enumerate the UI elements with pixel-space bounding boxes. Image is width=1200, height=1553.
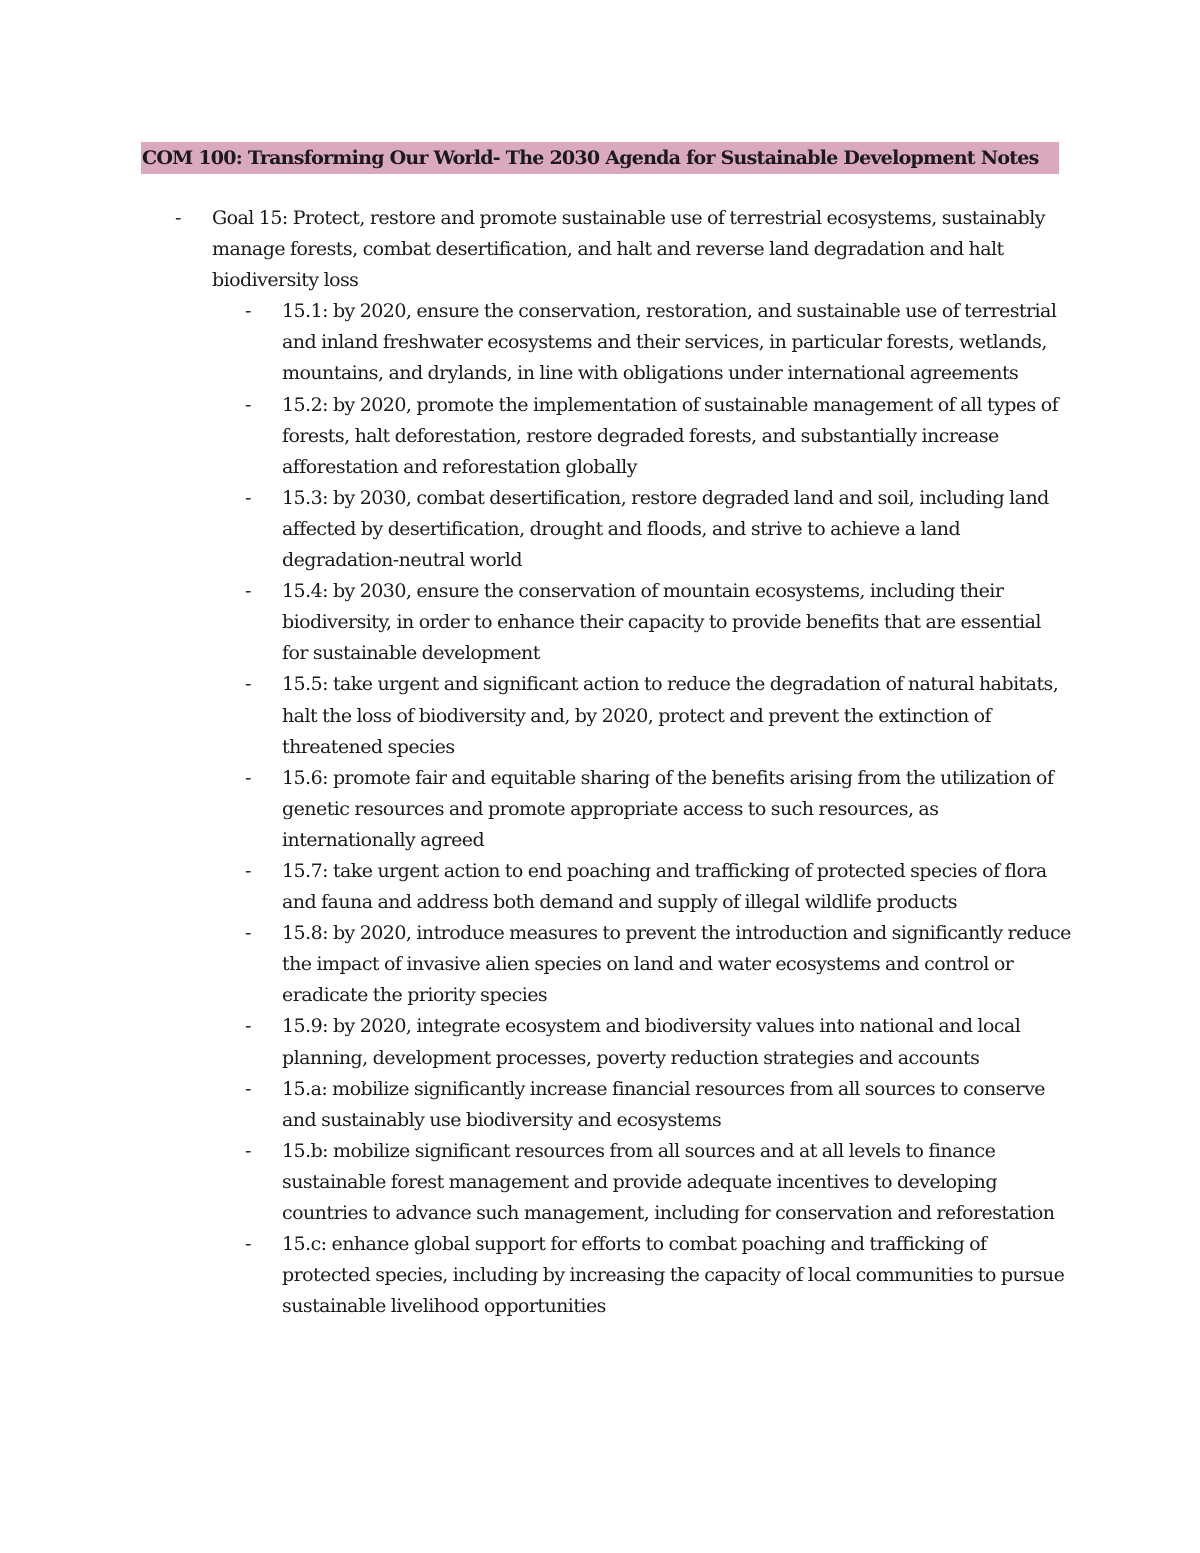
bullet-dash: -	[175, 207, 181, 229]
target-item-15-6	[141, 763, 1071, 856]
target-text: 15.5: take urgent and significant action to reduce the degradation of natural habitats, halt the loss of biodiversity and, by 2020, protect and prevent the extinction of threatened species	[282, 673, 1059, 758]
bullet-dash: -	[245, 393, 251, 416]
bullet-dash: -	[245, 1015, 251, 1038]
goal-text: Goal 15: Protect, restore and promote sustainable use of terrestrial ecosystems, sustainably manage forests, combat desertification, and halt and reverse land degradation and halt biodiversity loss	[212, 207, 1045, 292]
target-item-15-9	[141, 1011, 1071, 1073]
title-container	[141, 142, 1059, 174]
target-item-15-c	[141, 1229, 1071, 1322]
target-item-15-7	[141, 856, 1071, 918]
bullet-dash: -	[245, 300, 251, 323]
target-text: 15.3: by 2030, combat desertification, restore degraded land and soil, including land affected by desertification, drought and floods, and strive to achieve a land degradation-neutral world	[282, 486, 1049, 572]
target-item-15-8	[141, 918, 1071, 1011]
bullet-dash: -	[245, 1233, 251, 1256]
document-title: COM 100: Transforming Our World- The 2030 Agenda for Sustainable Development Notes	[141, 142, 1059, 174]
target-text: 15.8: by 2020, introduce measures to prevent the introduction and significantly reduce the impact of invasive alien species on land and water ecosystems and control or eradicate the priority species	[282, 922, 1071, 1007]
target-item-15-a	[141, 1074, 1071, 1136]
target-text: 15.6: promote fair and equitable sharing of the benefits arising from the utilization of genetic resources and promote appropriate access to such resources, as internationally agreed	[282, 766, 1054, 851]
goal-list	[141, 203, 1071, 1322]
target-text: 15.b: mobilize significant resources from all sources and at all levels to finance sustainable forest management and provide adequate incentives to developing countries to advance such management, including for conservation and reforestation	[282, 1139, 1055, 1224]
target-text: 15.4: by 2030, ensure the conservation of mountain ecosystems, including their biodiversity, in order to enhance their capacity to provide benefits that are essential for sustainable development	[282, 580, 1041, 665]
target-item-15-1	[141, 296, 1071, 389]
target-item-15-3	[141, 483, 1071, 576]
target-item-15-b	[141, 1136, 1071, 1229]
bullet-dash: -	[245, 673, 251, 696]
bullet-dash: -	[245, 766, 251, 789]
target-text: 15.c: enhance global support for efforts to combat poaching and trafficking of protected species, including by increasing the capacity of local communities to pursue sustainable livelihood opportunities	[282, 1233, 1065, 1318]
target-text: 15.a: mobilize significantly increase financial resources from all sources to conserve and sustainably use biodiversity and ecosystems	[282, 1077, 1045, 1131]
target-list	[141, 296, 1071, 1322]
target-text: 15.1: by 2020, ensure the conservation, restoration, and sustainable use of terrestrial and inland freshwater ecosystems and their services, in particular forests, wetlands, mountains, and drylands, in line with obligations under international agreements	[282, 300, 1057, 385]
bullet-dash: -	[245, 1139, 251, 1162]
target-text: 15.9: by 2020, integrate ecosystem and biodiversity values into national and local planning, development processes, poverty reduction strategies and accounts	[282, 1015, 1021, 1069]
bullet-dash: -	[245, 859, 251, 882]
target-item-15-2	[141, 390, 1071, 483]
target-text: 15.7: take urgent action to end poaching and trafficking of protected species of flora and fauna and address both demand and supply of illegal wildlife products	[282, 859, 1047, 914]
bullet-dash: -	[245, 486, 251, 509]
target-item-15-4	[141, 576, 1071, 669]
target-text: 15.2: by 2020, promote the implementation of sustainable management of all types of forests, halt deforestation, restore degraded forests, and substantially increase afforestation and reforestation globally	[282, 393, 1059, 478]
target-item-15-5	[141, 669, 1071, 762]
bullet-dash: -	[245, 922, 251, 945]
bullet-dash: -	[245, 1077, 251, 1100]
bullet-dash: -	[245, 580, 251, 603]
goal-item	[141, 203, 1071, 1322]
